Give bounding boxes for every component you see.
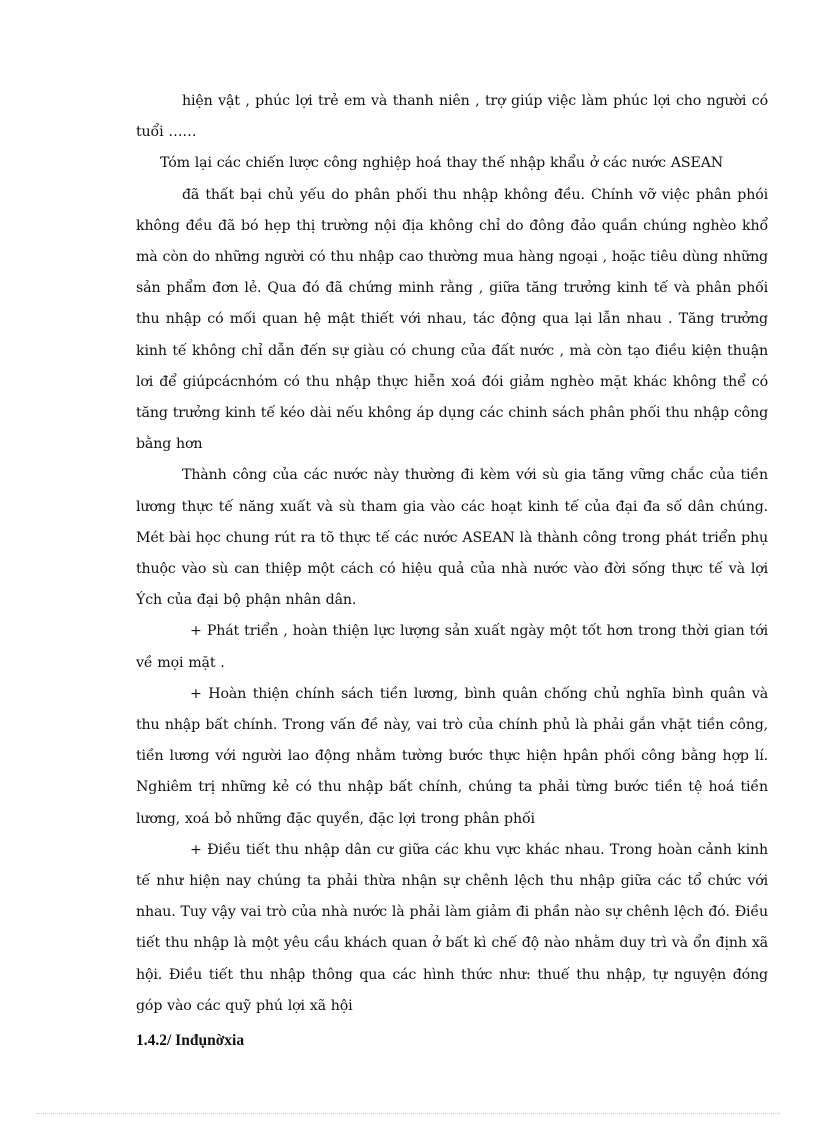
paragraph-wage-policy: + Hoàn thiện chính sách tiền lương, bình quân chống chủ nghĩa bình quân và thu nhập bất chính. Trong vấn đề này, vai trò của chính phủ là phải gắn vhặt tiền công, tiền lương với người lao động nhằm tường bước thực hiện hpân phối công bằng hợp lí. Nghiêm trị những kẻ có thu nhập bất chính, chúng ta phải từng bước tiền tệ hoá tiền lương, xoá bỏ những đặc quyền, đặc lợi trong phân phối bbox=[136, 685, 768, 827]
paragraph-summary-lead: Tóm lại các chiến lược công nghiệp hoá thay thế nhập khẩu ở các nước ASEAN bbox=[160, 155, 724, 172]
document-body bbox=[136, 86, 768, 1056]
paragraph-production-forces: + Phát triển , hoàn thiện lực lượng sản xuất ngày một tốt hơn trong thời gian tới về mọi mặt . bbox=[136, 623, 768, 671]
paragraph-income-distribution: đã thất bại chủ yếu do phân phối thu nhập không đều. Chính vỡ việc phân phói không đều đã bó hẹp thị trường nội địa không chỉ do đông đảo quần chúng nghèo khổ mà còn do những người có thu nhập cao thường mua hàng ngoại , hoặc tiêu dùng những sản phẩm đơn lẻ. Qua đó đã chứng minh rằng , giữa tăng trưởng kinh tế và phân phối thu nhập có mối quan hệ mật thiết với nhau, tác động qua lại lẫn nhau . Tăng trưởng kinh tế không chỉ dẫn đến sự giàu có chung của đất nước , mà còn tạo điều kiện thuận lơi để giúpcácnhóm có thu nhập thực hiễn xoá đói giảm nghèo mặt khác không thể có tăng trưởng kinh tế kéo dài nếu không áp dụng các chinh sách phân phối thu nhập công bằng hơn bbox=[136, 186, 768, 453]
page-bottom-divider bbox=[36, 1113, 780, 1114]
paragraph-asean-success: Thành công của các nước này thường đi kèm với sù gia tăng vững chắc của tiền lương thực tế năng xuất và sù tham gia vào các hoạt kinh tế của đại đa số dân chúng. Mét bài học chung rút ra tõ thực tế các nước ASEAN là thành công trong phát triển phụ thuộc vào sù can thiệp một cách có hiệu quả của nhà nước vào đời sống thực tế và lợi Ých của đại bộ phận nhân dân. bbox=[136, 467, 768, 609]
paragraph-income-regulation: + Điều tiết thu nhập dân cư giữa các khu vực khác nhau. Trong hoàn cảnh kinh tế như hiện nay chúng ta phải thừa nhận sự chênh lệch thu nhập giữa các tổ chức với nhau. Tuy vậy vai trò của nhà nước là phải làm giảm đi phần nào sự chênh lệch đó. Điều tiết thu nhập là một yêu cầu khách quan ở bất kì chế độ nào nhằm duy trì và ổn định xã hội. Điều tiết thu nhập thông qua các hình thức như: thuế thu nhập, tự nguyện đóng góp vào các quỹ phú lợi xã hội bbox=[136, 841, 768, 1014]
paragraph-benefits-continuation: hiện vật , phúc lợi trẻ em và thanh niên , trợ giúp việc làm phúc lợi cho người có tuổi …… bbox=[136, 93, 768, 141]
section-heading: 1.4.2/ Inđụnờxia bbox=[136, 1032, 245, 1050]
